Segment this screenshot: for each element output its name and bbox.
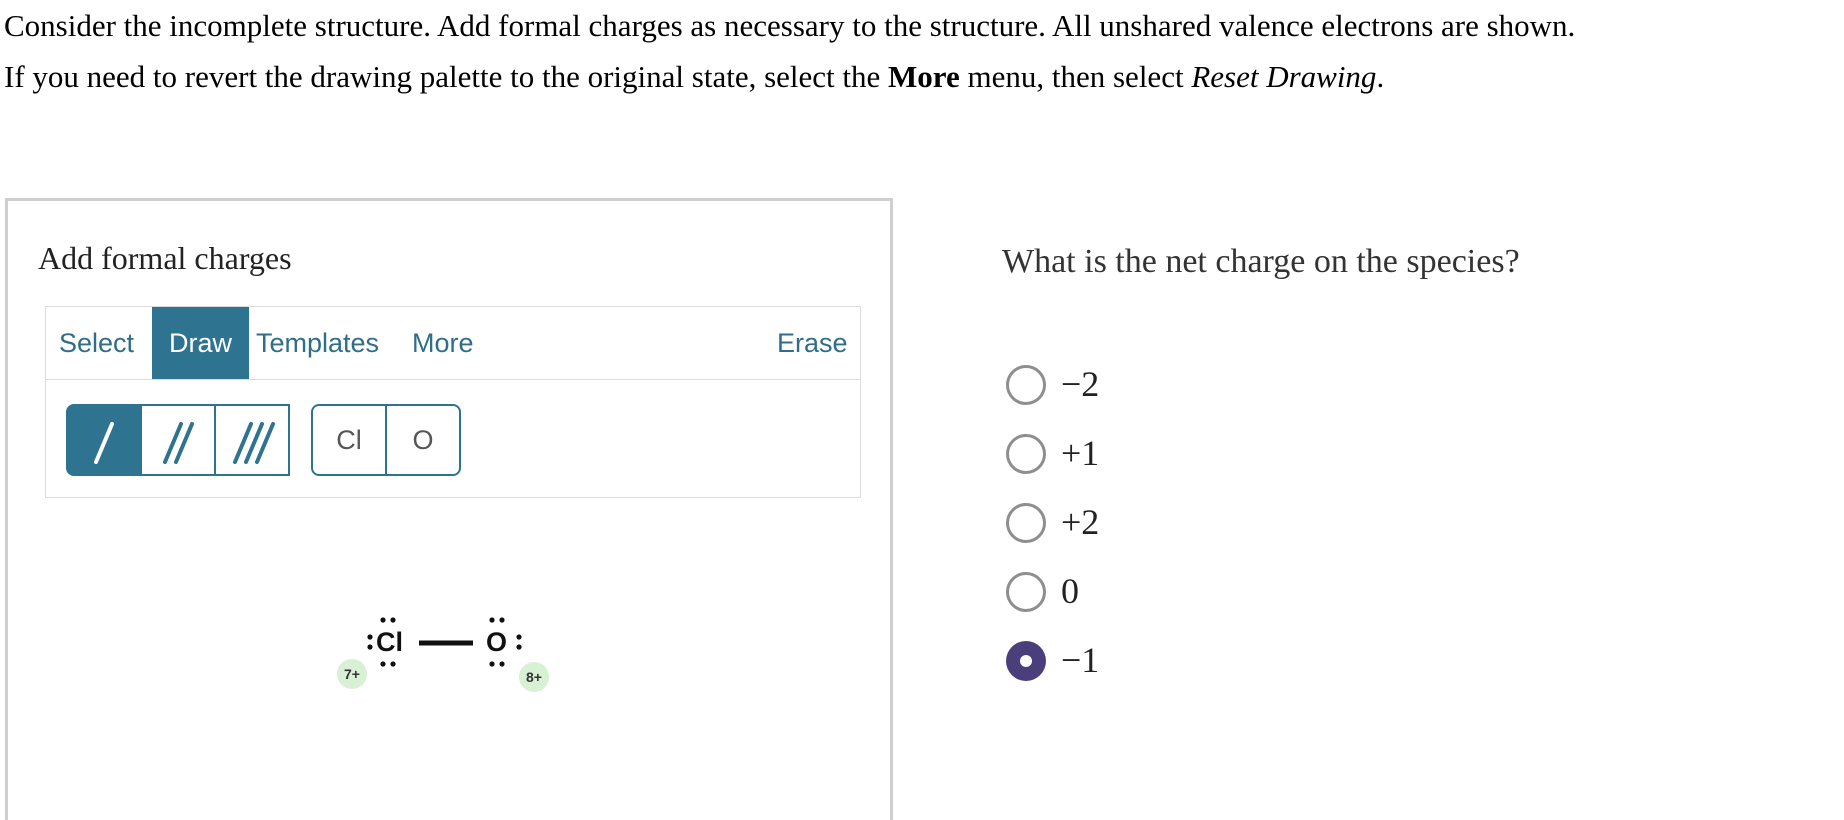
single-bond-icon <box>68 406 144 478</box>
tab-draw[interactable]: Draw <box>152 307 249 379</box>
radio-button[interactable] <box>1006 365 1046 405</box>
option-label: +2 <box>1061 502 1100 542</box>
radio-button[interactable] <box>1006 572 1046 612</box>
instruction-text: . <box>1376 59 1385 94</box>
tab-more[interactable]: More <box>412 328 474 358</box>
single-bond-button[interactable] <box>66 404 142 476</box>
option-label: +1 <box>1061 433 1100 473</box>
tab-templates[interactable]: Templates <box>256 328 380 358</box>
instruction-text: If you need to revert the drawing palette to the original state, select the <box>4 59 889 94</box>
drawing-panel <box>5 198 893 820</box>
oxygen-symbol: O <box>486 627 508 657</box>
instruction-more-term: More <box>888 59 960 94</box>
triple-bond-icon <box>216 406 292 478</box>
instructions <box>4 0 1840 102</box>
instruction-text: menu, then select <box>959 59 1192 94</box>
question-text: What is the net charge on the species? <box>1002 243 1520 280</box>
panel-title: Add formal charges <box>38 240 292 276</box>
molecule-structure[interactable] <box>320 610 560 710</box>
option-label: −2 <box>1061 364 1100 404</box>
drawing-toolbar <box>45 306 861 380</box>
option-label: 0 <box>1061 571 1079 611</box>
atom-cl-button[interactable]: Cl <box>311 404 387 476</box>
instruction-line-2 <box>4 51 1840 102</box>
double-bond-button[interactable] <box>140 404 216 476</box>
tab-select[interactable]: Select <box>59 328 135 358</box>
chlorine-charge-label: 7+ <box>344 666 360 682</box>
instruction-reset-term: Reset Drawing <box>1191 59 1377 94</box>
radio-button-selected[interactable] <box>1006 641 1046 681</box>
oxygen-charge-badge <box>519 662 549 692</box>
instruction-line-1: Consider the incomplete structure. Add formal charges as necessary to the structure. All unshared valence electrons are shown. <box>4 8 1576 43</box>
erase-button[interactable]: Erase <box>777 328 848 358</box>
option-label: −1 <box>1061 640 1100 680</box>
radio-button[interactable] <box>1006 503 1046 543</box>
chlorine-atom[interactable] <box>367 617 403 666</box>
chlorine-charge-badge <box>337 659 367 689</box>
oxygen-atom[interactable] <box>486 617 522 666</box>
chlorine-symbol: Cl <box>376 627 403 657</box>
radio-button[interactable] <box>1006 434 1046 474</box>
double-bond-icon <box>142 406 218 478</box>
oxygen-charge-label: 8+ <box>526 669 542 685</box>
triple-bond-button[interactable] <box>214 404 290 476</box>
atom-o-button[interactable]: O <box>385 404 461 476</box>
